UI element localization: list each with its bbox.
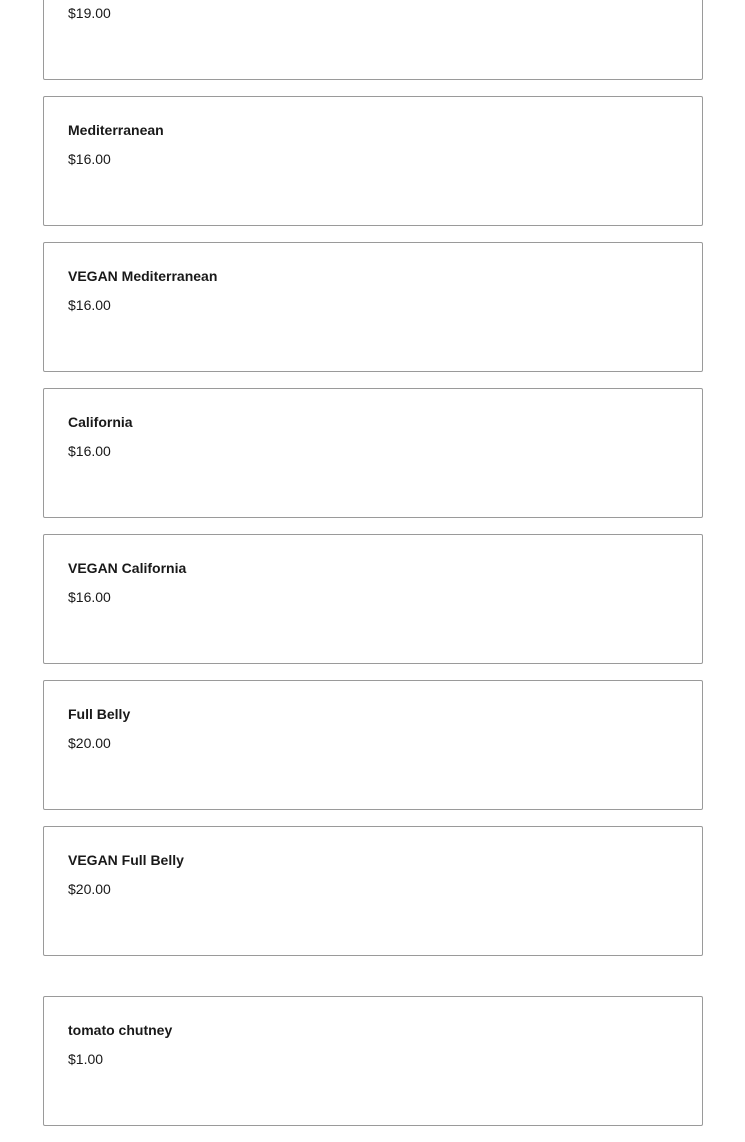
menu-item-card[interactable] [43,534,703,664]
menu-item-name: California [68,414,133,430]
menu-item-card[interactable] [43,388,703,518]
menu-item-list [43,0,703,1142]
menu-item-name: VEGAN California [68,560,187,576]
menu-item-card[interactable] [43,242,703,372]
menu-item-name: tomato chutney [68,1022,173,1038]
menu-item-name: VEGAN Full Belly [68,852,184,868]
menu-item-price: $16.00 [68,151,111,167]
menu-item-price: $19.00 [68,5,111,21]
menu-item-price: $1.00 [68,1051,104,1067]
menu-item-price: $20.00 [68,735,111,751]
menu-item-card[interactable] [43,826,703,956]
menu-item-card[interactable] [43,0,703,80]
menu-item-price: $16.00 [68,589,111,605]
menu-item-price: $16.00 [68,297,111,313]
menu-item-name: Full Belly [68,706,131,722]
menu-item-price: $16.00 [68,443,111,459]
menu-item-name: Mediterranean [68,122,164,138]
menu-item-card[interactable] [43,996,703,1126]
menu-item-name: VEGAN Mediterranean [68,268,218,284]
menu-item-card[interactable] [43,680,703,810]
menu-item-price: $20.00 [68,881,111,897]
menu-item-card[interactable] [43,96,703,226]
